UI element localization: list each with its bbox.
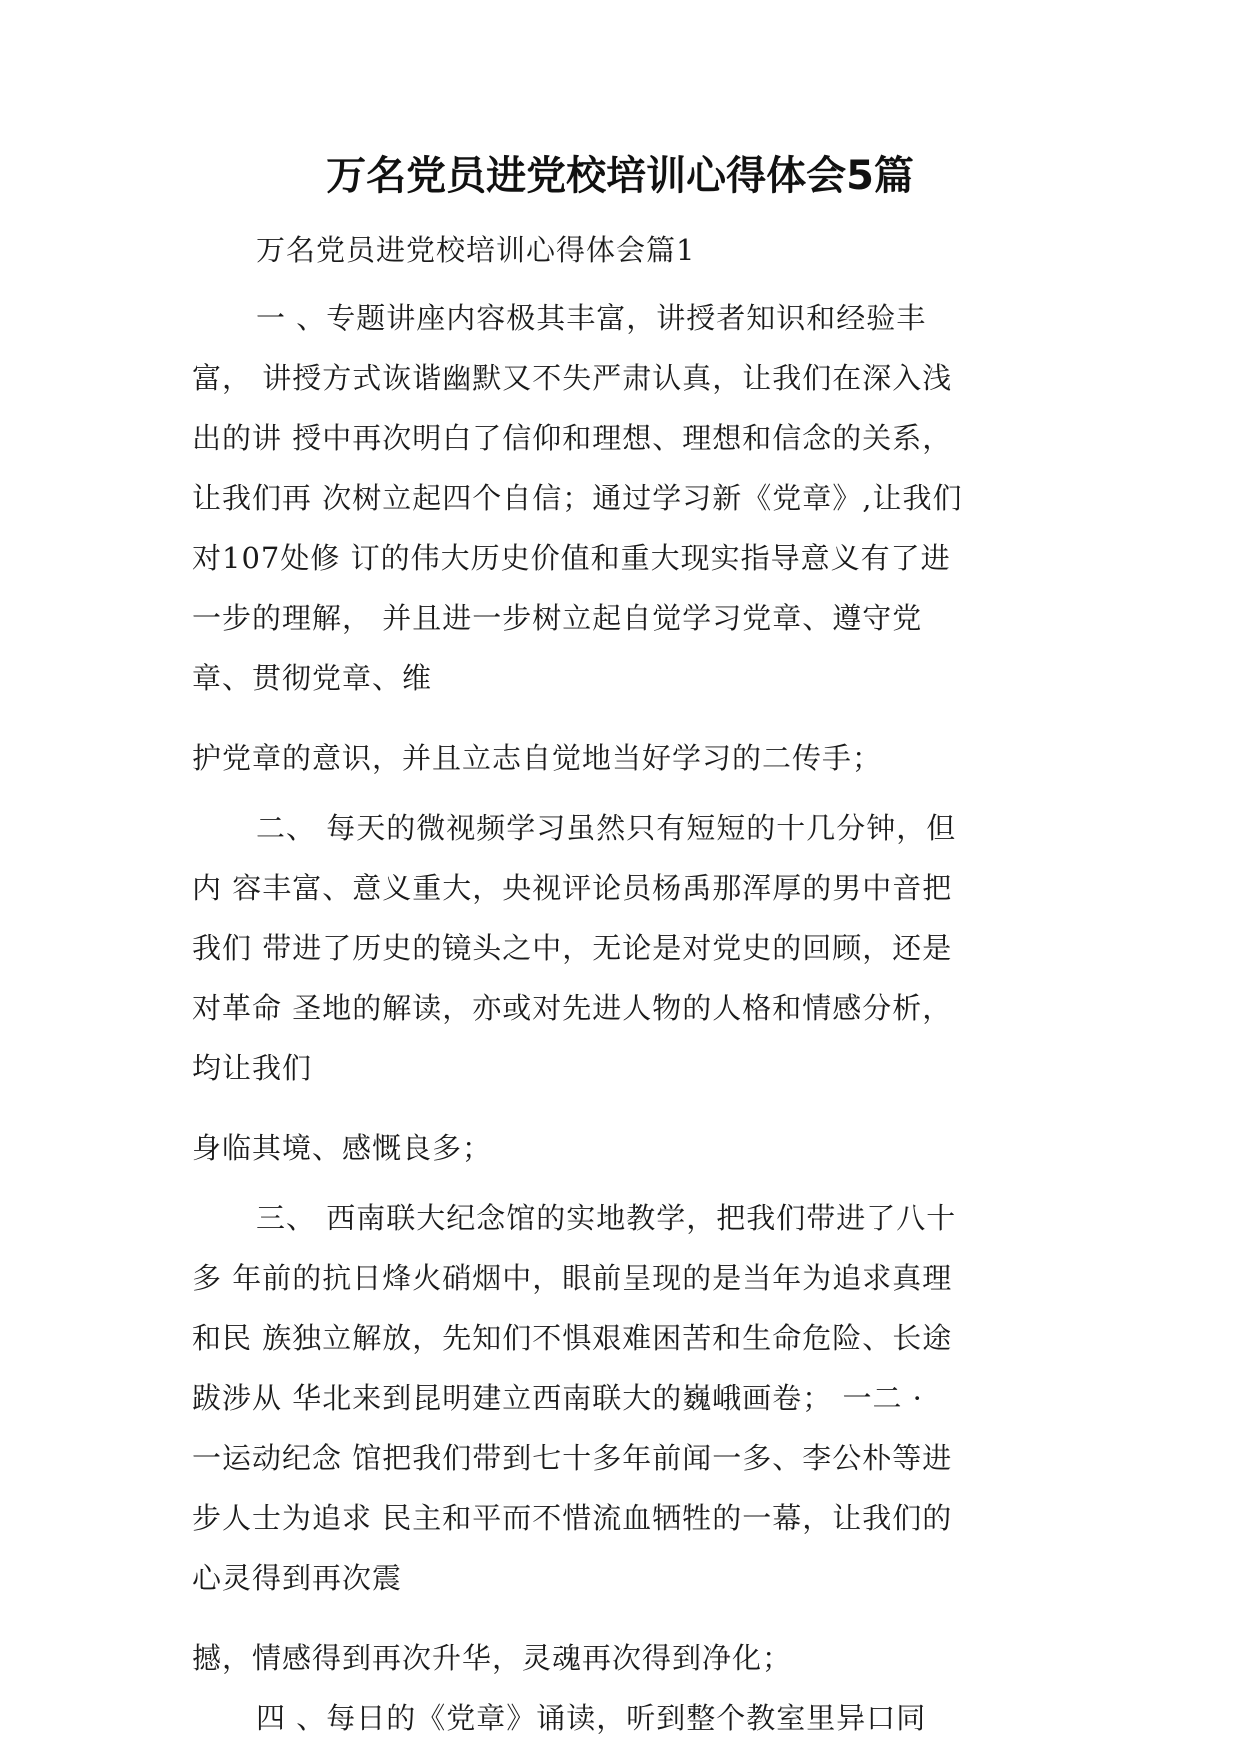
text-line: 撼，情感得到再次升华，灵魂再次得到净化； [192,1641,793,1675]
text-line: 章、贯彻党章、维 [192,661,433,695]
section-heading: 万名党员进党校培训心得体会篇1 [256,233,696,267]
text-line: 让我们再 次树立起四个自信；通过学习新《党章》,让我们 [192,481,963,515]
text-line: 一 、专题讲座内容极其丰富，讲授者知识和经验丰 [256,301,927,335]
document-title: 万名党员进党校培训心得体会5篇 [326,153,914,199]
text-line: 对107处修 订的伟大历史价值和重大现实指导意义有了进 [192,541,951,575]
text-line: 二、 每天的微视频学习虽然只有短短的十几分钟，但 [256,811,957,845]
text-line: 均让我们 [192,1051,313,1085]
text-line: 富， 讲授方式诙谐幽默又不失严肃认真，让我们在深入浅 [192,361,953,395]
text-line: 对革命 圣地的解读，亦或对先进人物的人格和情感分析， [192,991,953,1025]
text-line: 我们 带进了历史的镜头之中，无论是对党史的回顾，还是 [192,931,953,965]
text-line: 跋涉从 华北来到昆明建立西南联大的巍峨画卷； 一二 · [192,1381,923,1415]
text-line: 护党章的意识，并且立志自觉地当好学习的二传手； [192,741,883,775]
text-line: 出的讲 授中再次明白了信仰和理想、理想和信念的关系， [192,421,953,455]
text-line: 步人士为追求 民主和平而不惜流血牺牲的一幕，让我们的 [192,1501,953,1535]
text-line: 内 容丰富、意义重大，央视评论员杨禹那浑厚的男中音把 [192,871,953,905]
text-line: 三、 西南联大纪念馆的实地教学，把我们带进了八十 [256,1201,957,1235]
text-line: 多 年前的抗日烽火硝烟中，眼前呈现的是当年为追求真理 [192,1261,953,1295]
text-line: 和民 族独立解放，先知们不惧艰难困苦和生命危险、长途 [192,1321,953,1355]
text-line: 四 、每日的《党章》诵读，听到整个教室里异口同 [256,1701,927,1735]
text-line: 一运动纪念 馆把我们带到七十多年前闻一多、李公朴等进 [192,1441,953,1475]
text-line: 心灵得到再次震 [192,1561,403,1595]
text-line: 一步的理解， 并且进一步树立起自觉学习党章、遵守党 [192,601,923,635]
text-line: 身临其境、感慨良多； [192,1131,493,1165]
